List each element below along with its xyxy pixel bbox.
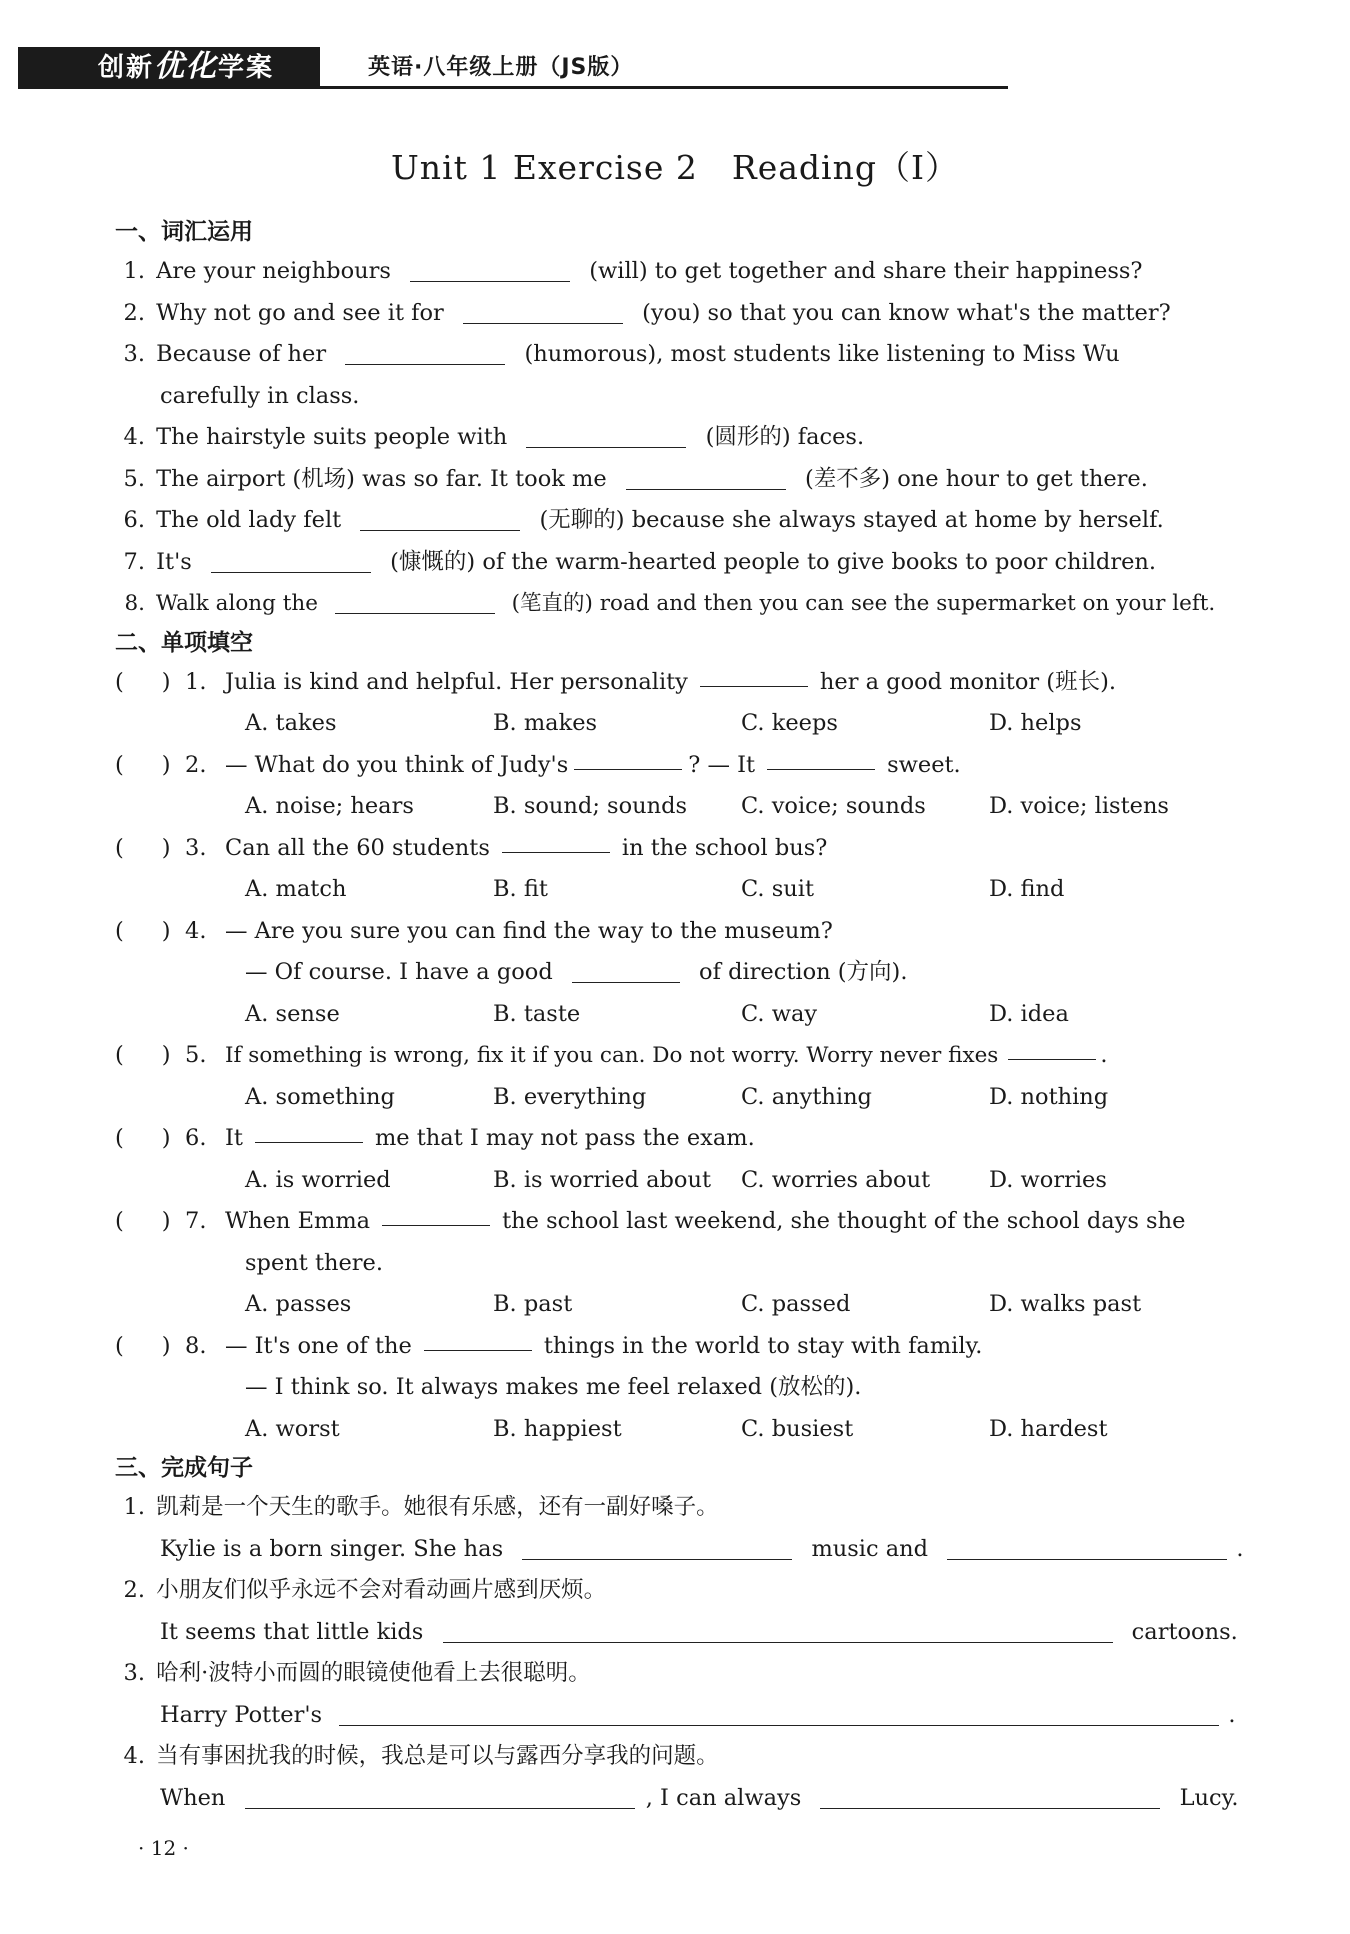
question-text: If something is wrong, fix it if you can. Do not worry. Worry never fixes [225, 1043, 999, 1068]
section-heading-multiple-choice: 二、单项填空 [115, 629, 253, 656]
option-b[interactable]: B. taste [493, 1000, 581, 1027]
option-c[interactable]: C. anything [741, 1083, 872, 1110]
answer-paren[interactable]: ( ) [115, 1208, 171, 1234]
mc-question-3 [115, 828, 1255, 870]
answer-paren[interactable]: ( ) [115, 1125, 171, 1151]
mc-options-4 [115, 994, 1255, 1036]
page-number: · 12 · [138, 1836, 189, 1860]
answer-blank[interactable] [360, 506, 520, 531]
brand-text-accent: 优化 [154, 49, 219, 84]
question-text: — What do you think of Judy's [225, 751, 569, 778]
option-b[interactable]: B. past [493, 1291, 573, 1317]
mc-options-5 [115, 1077, 1255, 1119]
sentence-text: music and [811, 1535, 929, 1562]
mc-options-1 [115, 703, 1255, 745]
item-text: Why not go and see it for [156, 299, 444, 326]
option-d[interactable]: D. worries [989, 1166, 1107, 1193]
question-text: ? — It [688, 751, 756, 778]
question-text: sweet. [887, 751, 961, 778]
item-text: (笔直的) road and then you can see the supermarket on your left. [511, 591, 1216, 616]
option-a[interactable]: A. noise; hears [245, 793, 414, 819]
answer-blank [502, 828, 610, 853]
question-text: me that I may not pass the exam. [374, 1125, 755, 1151]
question-number: 7. [185, 1208, 207, 1234]
item-text: (无聊的) because she always stayed at home by herself. [539, 507, 1164, 533]
item-number: 1. [123, 1494, 145, 1520]
item-text: The hairstyle suits people with [156, 424, 508, 450]
option-c[interactable]: C. worries about [741, 1166, 931, 1193]
translation-prompt-4 [115, 1736, 1255, 1778]
answer-blank [382, 1201, 490, 1226]
option-c[interactable]: C. busiest [741, 1415, 854, 1442]
exercise-content [115, 214, 1255, 1819]
answer-blank [572, 958, 680, 983]
sentence-text: Harry Potter's [160, 1701, 323, 1728]
answer-blank[interactable] [335, 589, 495, 614]
option-a[interactable]: A. is worried [245, 1166, 391, 1193]
mc-options-8 [115, 1409, 1255, 1451]
item-number: 3. [123, 341, 145, 367]
mc-question-4-reply [115, 952, 1255, 994]
answer-blank[interactable] [947, 1535, 1227, 1560]
answer-blank[interactable] [410, 257, 570, 282]
sentence-text: Kylie is a born singer. She has [160, 1535, 504, 1562]
vocab-item-3-continued: carefully in class. [160, 382, 360, 409]
question-number: 1. [185, 668, 207, 695]
sentence-text: It seems that little kids [160, 1618, 424, 1645]
mc-options-3 [115, 869, 1255, 911]
vocab-item-4 [115, 417, 1255, 459]
chinese-sentence: 凯莉是一个天生的歌手。她很有乐感，还有一副好嗓子。 [156, 1494, 719, 1520]
answer-blank [700, 662, 808, 687]
question-number: 5. [185, 1042, 207, 1068]
section-heading-complete-sentences: 三、完成句子 [115, 1455, 253, 1481]
answer-blank[interactable] [463, 299, 623, 324]
item-number: 1. [123, 258, 145, 284]
item-text: (差不多) one hour to get there. [805, 465, 1148, 492]
brand-text-pre: 创新 [98, 53, 155, 83]
item-text: It's [156, 548, 192, 575]
translation-answer-1 [115, 1529, 1255, 1571]
vocab-item-5 [115, 459, 1255, 501]
question-text: It [225, 1125, 243, 1151]
item-number: 3. [123, 1660, 145, 1686]
chinese-sentence: 小朋友们似乎永远不会对看动画片感到厌烦。 [156, 1577, 607, 1603]
vocab-item-8 [115, 583, 1255, 625]
section-heading-vocabulary: 一、词汇运用 [115, 219, 253, 245]
item-text: Because of her [156, 341, 327, 367]
item-number: 2. [123, 299, 145, 326]
answer-blank[interactable] [443, 1618, 1113, 1643]
question-text: her a good monitor (班长). [819, 668, 1116, 695]
option-a[interactable]: A. passes [245, 1291, 352, 1317]
option-d[interactable]: D. helps [989, 710, 1082, 736]
sentence-text: . [1236, 1535, 1244, 1562]
question-text: — Of course. I have a good [245, 959, 553, 985]
answer-paren[interactable]: ( ) [115, 1042, 171, 1068]
question-text: . [1100, 1042, 1108, 1068]
translation-answer-2 [115, 1612, 1255, 1654]
item-text: The old lady felt [156, 507, 342, 533]
answer-blank[interactable] [526, 423, 686, 448]
option-c[interactable]: C. voice; sounds [741, 793, 926, 819]
answer-blank[interactable] [245, 1784, 635, 1809]
vocab-item-6 [115, 500, 1255, 542]
mc-question-6 [115, 1118, 1255, 1160]
sentence-text: When [160, 1784, 226, 1811]
question-text: Can all the 60 students [225, 834, 490, 861]
book-title: 英语·八年级上册（JS版） [368, 55, 634, 80]
answer-blank [255, 1118, 363, 1143]
question-text: — Are you sure you can find the way to the museum? [225, 917, 833, 944]
option-a[interactable]: A. takes [245, 710, 337, 736]
answer-blank[interactable] [522, 1535, 792, 1560]
item-text: (you) so that you can know what's the matter? [642, 299, 1171, 326]
question-number: 8. [185, 1332, 207, 1359]
option-c[interactable]: C. keeps [741, 710, 838, 736]
option-b[interactable]: B. happiest [493, 1415, 622, 1442]
option-a[interactable]: A. match [245, 876, 347, 902]
sentence-text: , I can always [645, 1784, 802, 1811]
answer-paren[interactable]: ( ) [115, 668, 171, 695]
question-text: — It's one of the [225, 1332, 412, 1359]
item-number: 4. [123, 1743, 145, 1769]
mc-question-1 [115, 662, 1255, 704]
answer-paren[interactable]: ( ) [115, 834, 171, 861]
answer-paren[interactable]: ( ) [115, 751, 171, 778]
mc-question-7-continued: spent there. [245, 1249, 384, 1276]
question-number: 3. [185, 834, 207, 861]
answer-blank [767, 745, 875, 770]
option-d[interactable]: D. voice; listens [989, 793, 1169, 819]
mc-question-8-reply: — I think so. It always makes me feel relaxed (放松的). [245, 1374, 862, 1400]
item-text: (慷慨的) of the warm-hearted people to give books to poor children. [390, 548, 1157, 575]
brand-banner [18, 47, 320, 87]
item-number: 2. [123, 1577, 145, 1603]
vocab-item-1 [115, 251, 1255, 293]
item-text: Walk along the [155, 591, 318, 616]
chinese-sentence: 当有事困扰我的时候，我总是可以与露西分享我的问题。 [156, 1743, 719, 1769]
translation-prompt-3 [115, 1653, 1255, 1695]
answer-blank [1008, 1035, 1096, 1060]
vocab-item-2 [115, 293, 1255, 335]
mc-question-7 [115, 1201, 1255, 1243]
translation-answer-4 [115, 1778, 1255, 1820]
option-d[interactable]: D. nothing [989, 1083, 1109, 1110]
vocab-item-3 [115, 334, 1255, 376]
answer-blank[interactable] [339, 1701, 1219, 1726]
sentence-text: Lucy. [1179, 1784, 1239, 1811]
option-a[interactable]: A. worst [245, 1415, 340, 1442]
item-number: 5. [123, 465, 145, 492]
option-b[interactable]: B. fit [493, 876, 548, 902]
page-title: Unit 1 Exercise 2 Reading（Ⅰ） [391, 148, 959, 187]
mc-options-7 [115, 1284, 1255, 1326]
answer-paren[interactable]: ( ) [115, 917, 171, 944]
option-b[interactable]: B. makes [493, 710, 598, 736]
mc-question-4 [115, 911, 1255, 953]
mc-question-2 [115, 745, 1255, 787]
option-b[interactable]: B. is worried about [493, 1166, 712, 1193]
question-number: 6. [185, 1125, 207, 1151]
sentence-text: cartoons. [1131, 1618, 1238, 1645]
answer-blank [574, 745, 682, 770]
sentence-text: . [1228, 1701, 1236, 1728]
option-b[interactable]: B. sound; sounds [493, 793, 688, 819]
answer-blank[interactable] [820, 1784, 1160, 1809]
question-text: When Emma [225, 1208, 371, 1234]
mc-question-5 [115, 1035, 1255, 1077]
question-number: 2. [185, 751, 207, 778]
answer-paren[interactable]: ( ) [115, 1332, 171, 1359]
option-c[interactable]: C. way [741, 1000, 818, 1027]
question-text: Julia is kind and helpful. Her personality [225, 668, 688, 695]
option-b[interactable]: B. everything [493, 1083, 647, 1110]
answer-blank[interactable] [626, 465, 786, 490]
option-d[interactable]: D. hardest [989, 1415, 1108, 1442]
translation-prompt-2 [115, 1570, 1255, 1612]
header-divider [18, 86, 1008, 89]
option-c[interactable]: C. suit [741, 876, 814, 902]
answer-blank[interactable] [211, 548, 371, 573]
item-text: (will) to get together and share their happiness? [589, 258, 1143, 284]
translation-prompt-1 [115, 1487, 1255, 1529]
item-text: The airport (机场) was so far. It took me [156, 465, 607, 492]
question-text: in the school bus? [621, 834, 828, 861]
translation-answer-3 [115, 1695, 1255, 1737]
vocab-item-7 [115, 542, 1255, 584]
mc-question-8 [115, 1326, 1255, 1368]
question-number: 4. [185, 917, 207, 944]
option-d[interactable]: D. idea [989, 1000, 1069, 1027]
item-number: 8. [124, 591, 145, 616]
item-number: 6. [123, 507, 145, 533]
mc-options-2 [115, 786, 1255, 828]
question-text: the school last weekend, she thought of the school days she [502, 1208, 1186, 1234]
answer-blank [424, 1326, 532, 1351]
item-number: 7. [123, 548, 145, 575]
option-c[interactable]: C. passed [741, 1291, 851, 1317]
option-d[interactable]: D. find [989, 876, 1065, 902]
item-text: Are your neighbours [156, 258, 391, 284]
mc-options-6 [115, 1160, 1255, 1202]
chinese-sentence: 哈利·波特小而圆的眼镜使他看上去很聪明。 [156, 1660, 591, 1686]
answer-blank[interactable] [345, 340, 505, 365]
option-a[interactable]: A. sense [245, 1000, 340, 1027]
item-text: (humorous), most students like listening to Miss Wu [524, 341, 1120, 367]
option-a[interactable]: A. something [245, 1083, 395, 1110]
option-d[interactable]: D. walks past [989, 1291, 1142, 1317]
item-number: 4. [123, 424, 145, 450]
question-text: things in the world to stay with family. [543, 1332, 983, 1359]
brand-text-post: 学案 [218, 53, 275, 83]
question-text: of direction (方向). [699, 959, 908, 985]
item-text: (圆形的) faces. [705, 424, 865, 450]
